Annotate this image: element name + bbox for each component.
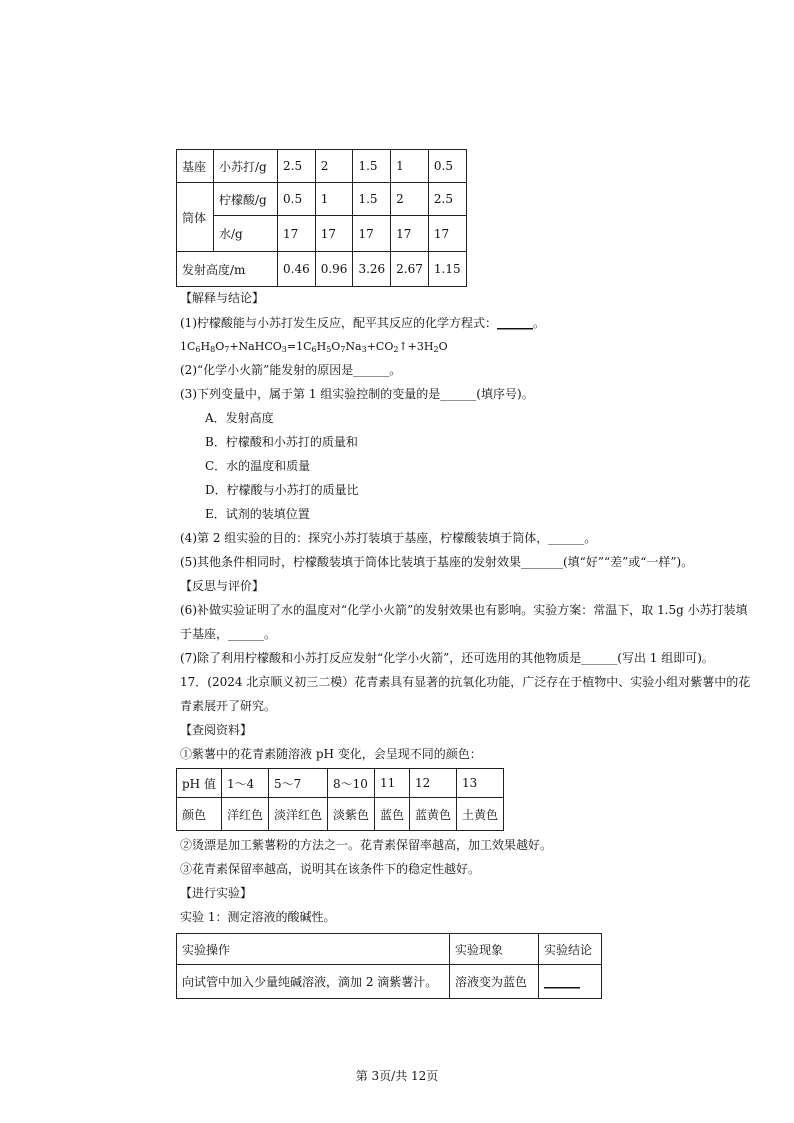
experiment-table [176,933,602,999]
row-label-cell: 柠檬酸/g [214,183,278,216]
header-cell: 实验现象 [450,934,539,965]
group-base-cell: 基座 [177,150,214,183]
header-cell: 5～7 [268,769,327,798]
color-cell: 颜色 [177,798,222,831]
value-cell: 1.5 [353,150,391,183]
value-cell: 3.26 [353,252,391,287]
info-3: ③花青素保留率越高，说明其在该条件下的稳定性越好。 [180,862,481,876]
section-heading: 【解释与结论】 [180,291,265,305]
value-cell: 0.46 [278,252,316,287]
value-cell: 1.15 [428,252,466,287]
section-heading: 【进行实验】 [180,886,253,900]
value-cell: 1 [391,150,429,183]
row-label-cell: 发射高度/m [177,252,278,287]
value-cell: 17 [278,216,316,252]
ph-color-table [176,768,504,831]
question-7: (7)除了利用柠檬酸和小苏打反应发射“化学小火箭”，还可选用的其他物质是______(写出 1 组即可)。 [180,651,714,665]
option-b: B．柠檬酸和小苏打的质量和 [205,435,358,449]
question-2: (2)“化学小火箭”能发射的原因是______。 [180,363,402,377]
header-cell: 8～10 [328,769,375,798]
section-heading: 【查阅资料】 [180,723,253,737]
color-cell: 土黄色 [457,798,504,831]
page-footer: 第 3页/共 12页 [355,1069,439,1083]
question-3: (3)下列变量中，属于第 1 组实验控制的变量的是______(填序号)。 [180,387,534,401]
group-tube-cell: 筒体 [177,183,214,252]
question-text: (1)柠檬酸能与小苏打发生反应，配平其反应的化学方程式： [180,316,498,330]
value-cell: 17 [315,216,353,252]
color-cell: 蓝色 [375,798,410,831]
option-c: C．水的温度和质量 [205,459,311,473]
question-17-line-1: 17．(2024 北京顺义初三二模）花青素具有显著的抗氧化功能，广泛存在于植物中、实验小组对紫薯中的花 [180,675,751,689]
question-6-line-1: (6)补做实验证明了水的温度对“化学小火箭”的发射效果也有影响。实验方案：常温下，取 1.5g 小苏打装填 [180,603,748,617]
color-cell: 淡紫色 [328,798,375,831]
info-1: ①紫薯中的花青素随溶液 pH 变化，会呈现不同的颜色： [180,747,482,761]
option-a: A．发射高度 [205,411,274,425]
question-6-line-2: 于基座，______。 [180,627,277,641]
question-1 [180,315,545,331]
experiment-1-title: 实验 1：测定溶液的酸碱性。 [180,910,336,924]
header-cell: 13 [457,769,504,798]
value-cell: 17 [353,216,391,252]
header-cell: 12 [410,769,457,798]
header-cell: 实验结论 [539,934,602,965]
chemical-equation: $1C_6H_8O_7+NaHCO_3=1C_6H_5O_7Na_3+CO_2↑+3H_2O$ [180,340,448,354]
header-cell: 实验操作 [177,934,450,965]
color-cell: 洋红色 [221,798,268,831]
header-cell: pH 值 [177,769,222,798]
phenomenon-cell: 溶液变为蓝色 [450,965,539,999]
value-cell: 2.67 [391,252,429,287]
question-5: (5)其他条件相同时，柠檬酸装填于筒体比装填于基座的发射效果_______(填“好”“差”或“一样”)。 [180,555,694,569]
conclusion-blank: ______ [539,965,602,999]
value-cell: 2.5 [428,183,466,216]
operation-cell: 向试管中加入少量纯碱溶液，滴加 2 滴紫薯汁。 [177,965,450,999]
option-e: E．试剂的装填位置 [205,507,310,521]
answer-blank: ______ [497,316,534,330]
header-cell: 1～4 [221,769,268,798]
value-cell: 17 [391,216,429,252]
value-cell: 0.5 [278,183,316,216]
value-cell: 1.5 [353,183,391,216]
value-cell: 17 [428,216,466,252]
value-cell: 0.5 [428,150,466,183]
value-cell: 0.96 [315,252,353,287]
value-cell: 2.5 [278,150,316,183]
value-cell: 2 [315,150,353,183]
row-label-cell: 水/g [214,216,278,252]
value-cell: 2 [391,183,429,216]
color-cell: 蓝黄色 [410,798,457,831]
question-4: (4)第 2 组实验的目的：探究小苏打装填于基座，柠檬酸装填于筒体，______。 [180,531,597,545]
rocket-data-table [176,149,467,287]
color-cell: 淡洋红色 [268,798,327,831]
question-end: 。 [533,316,546,330]
section-heading: 【反思与评价】 [180,579,265,593]
option-d: D．柠檬酸与小苏打的质量比 [205,483,359,497]
header-cell: 11 [375,769,410,798]
question-17-line-2: 青素展开了研究。 [180,699,277,713]
value-cell: 1 [315,183,353,216]
info-2: ②烫漂是加工紫薯粉的方法之一。花青素保留率越高，加工效果越好。 [180,838,553,852]
row-label-cell: 小苏打/g [214,150,278,183]
